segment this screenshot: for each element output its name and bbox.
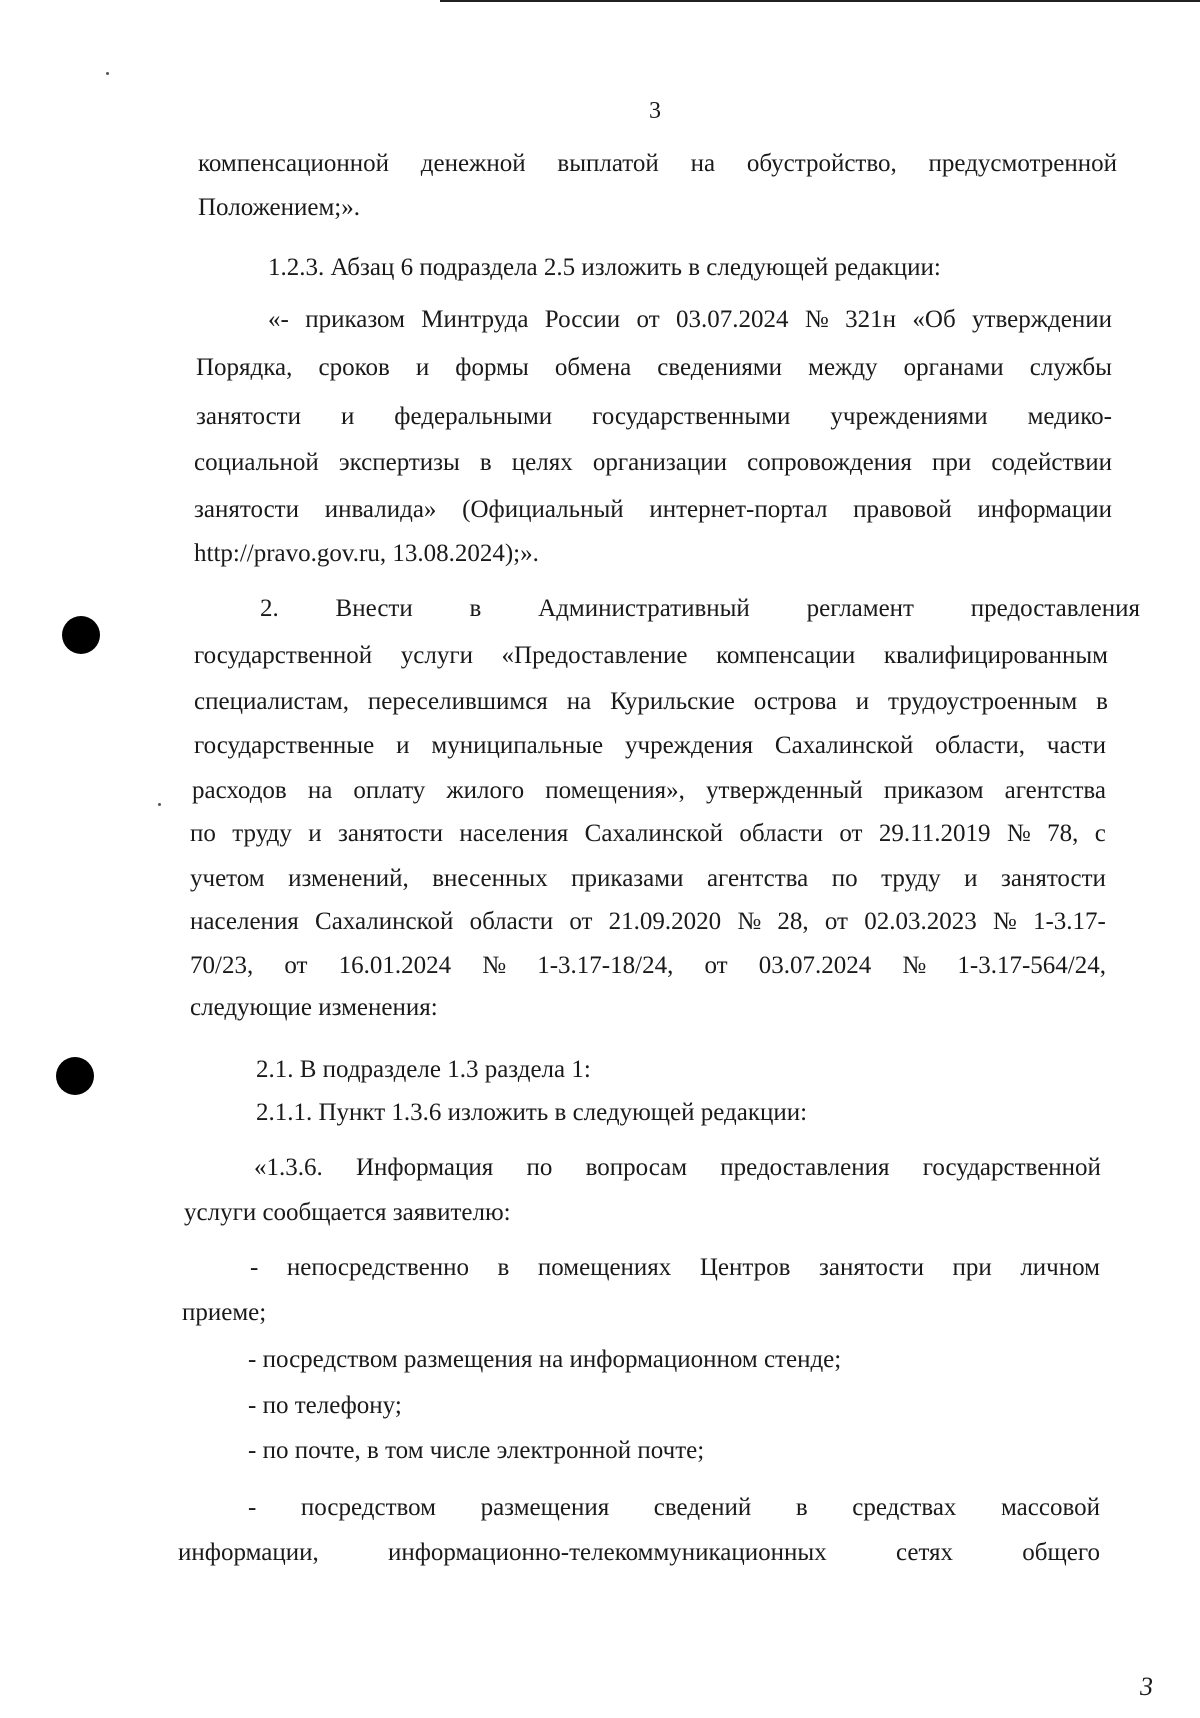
word: государственной xyxy=(922,1154,1101,1181)
word: утвержденный xyxy=(706,777,863,804)
word: органами xyxy=(903,354,1004,381)
word: и xyxy=(396,732,410,759)
word: и xyxy=(340,403,355,430)
text-line-5 xyxy=(196,352,1112,384)
word: с xyxy=(1094,820,1106,847)
text-line-8 xyxy=(194,494,1112,526)
word: № xyxy=(902,952,927,979)
word: вопросам xyxy=(585,1154,688,1181)
scan-speck xyxy=(158,803,161,806)
word: компенсационной xyxy=(198,150,389,177)
word: Минтруда xyxy=(421,306,529,333)
word: России xyxy=(544,306,621,333)
word: Сахалинской xyxy=(774,732,914,759)
word: 1-3.17- xyxy=(1032,908,1106,935)
word: 28, xyxy=(777,908,809,935)
word: «1.3.6. xyxy=(254,1154,323,1181)
word: информации, xyxy=(178,1539,319,1566)
word: - xyxy=(250,1254,259,1281)
word: 70/23, xyxy=(190,952,254,979)
word: государственной xyxy=(194,642,373,669)
word: денежной xyxy=(420,150,526,177)
text-line-30 xyxy=(178,1537,1100,1569)
word: медико- xyxy=(1027,403,1112,430)
word: «Предоставление xyxy=(501,642,688,669)
word: Внести xyxy=(335,595,413,622)
word: квалифицированным xyxy=(883,642,1108,669)
word: Порядка, xyxy=(196,354,293,381)
word: 1-3.17-564/24, xyxy=(957,952,1106,979)
word: № xyxy=(482,952,507,979)
word: в xyxy=(497,1254,510,1281)
top-edge-line xyxy=(440,0,1200,2)
word: приказами xyxy=(571,865,684,892)
word: трудоустроенным xyxy=(888,688,1078,715)
text-line-24 xyxy=(250,1252,1100,1284)
word: по xyxy=(526,1154,553,1181)
word: социальной xyxy=(194,449,319,476)
text-line-1 xyxy=(198,148,1117,180)
word: населения xyxy=(459,820,569,847)
punch-hole-upper xyxy=(62,616,100,654)
word: занятости xyxy=(196,403,301,430)
word: помещения», xyxy=(545,777,685,804)
text-line-28: - по почте, в том числе электронной почте; xyxy=(248,1437,705,1464)
word: острова xyxy=(753,688,837,715)
punch-hole-lower xyxy=(56,1057,94,1095)
word: внесенных xyxy=(432,865,548,892)
word: части xyxy=(1046,732,1106,759)
word: (Официальный xyxy=(462,496,624,523)
word: на xyxy=(307,777,333,804)
word: от xyxy=(569,908,593,935)
word: личном xyxy=(1020,1254,1100,1281)
text-line-2: Положением;». xyxy=(198,194,360,221)
word: занятости xyxy=(338,820,444,847)
word: расходов xyxy=(192,777,287,804)
word: жилого xyxy=(446,777,525,804)
word: общего xyxy=(1022,1539,1100,1566)
scan-speck xyxy=(106,72,109,75)
word: предусмотренной xyxy=(928,150,1117,177)
word: от xyxy=(284,952,308,979)
word: от xyxy=(636,306,660,333)
word: 78, xyxy=(1047,820,1079,847)
word: занятости xyxy=(1000,865,1106,892)
word: изменений, xyxy=(288,865,409,892)
word: учреждения xyxy=(625,732,754,759)
word: учреждениями xyxy=(830,403,988,430)
word: 03.07.2024 xyxy=(758,952,872,979)
word: - xyxy=(248,1494,257,1521)
word: федеральными xyxy=(394,403,553,430)
word: 29.11.2019 xyxy=(878,820,991,847)
word: труду xyxy=(881,865,941,892)
page-number: 3 xyxy=(649,98,661,124)
word: посредством xyxy=(300,1494,436,1521)
text-line-22 xyxy=(254,1152,1101,1184)
word: правовой xyxy=(853,496,952,523)
word: инвалида» xyxy=(324,496,437,523)
word: массовой xyxy=(1001,1494,1100,1521)
text-line-17 xyxy=(190,906,1106,938)
word: Центров xyxy=(699,1254,791,1281)
word: выплатой xyxy=(557,150,659,177)
word: № xyxy=(1006,820,1031,847)
word: и xyxy=(855,688,870,715)
word: в xyxy=(469,595,482,622)
word: занятости xyxy=(194,496,299,523)
word: № xyxy=(804,306,829,333)
word: между xyxy=(808,354,878,381)
text-line-4 xyxy=(268,304,1112,336)
text-line-3: 1.2.3. Абзац 6 подраздела 2.5 изложить в следующей редакции: xyxy=(268,254,941,281)
word: при xyxy=(952,1254,992,1281)
word: 21.09.2020 xyxy=(608,908,722,935)
text-line-11 xyxy=(194,640,1108,672)
text-line-20: 2.1. В подразделе 1.3 раздела 1: xyxy=(256,1056,591,1083)
word: 2. xyxy=(260,595,279,622)
text-line-13 xyxy=(194,730,1106,762)
word: регламент xyxy=(806,595,914,622)
word: утверждении xyxy=(972,306,1112,333)
word: предоставления xyxy=(720,1154,890,1181)
text-line-27: - по телефону; xyxy=(248,1392,402,1419)
word: государственные xyxy=(194,732,375,759)
word: 02.03.2023 xyxy=(864,908,977,935)
word: 16.01.2024 xyxy=(338,952,452,979)
word: 03.07.2024 xyxy=(676,306,789,333)
word: переселившимся xyxy=(367,688,548,715)
word: службы xyxy=(1029,354,1112,381)
word: в xyxy=(795,1494,808,1521)
word: № xyxy=(737,908,762,935)
word: компенсации xyxy=(716,642,856,669)
word: и xyxy=(964,865,978,892)
word: приказом xyxy=(883,777,984,804)
word: труду xyxy=(232,820,292,847)
word: Сахалинской xyxy=(315,908,454,935)
word: агентства xyxy=(1004,777,1106,804)
word: обмена xyxy=(554,354,632,381)
word: области xyxy=(469,908,554,935)
word: Курильские xyxy=(610,688,735,715)
word: содействии xyxy=(991,449,1112,476)
word: предоставления xyxy=(970,595,1140,622)
word: целях xyxy=(511,449,573,476)
word: обустройство, xyxy=(746,150,897,177)
text-line-23: услуги сообщается заявителю: xyxy=(184,1199,511,1226)
word: по xyxy=(831,865,858,892)
text-line-19: следующие изменения: xyxy=(190,994,438,1021)
text-line-14 xyxy=(192,775,1106,807)
word: занятости xyxy=(818,1254,924,1281)
word: и xyxy=(415,354,430,381)
text-line-7 xyxy=(194,447,1112,479)
word: формы xyxy=(455,354,529,381)
word: помещениях xyxy=(537,1254,672,1281)
text-line-21: 2.1.1. Пункт 1.3.6 изложить в следующей редакции: xyxy=(256,1099,808,1126)
word: сведениями xyxy=(657,354,783,381)
word: государственными xyxy=(592,403,791,430)
text-line-18 xyxy=(190,950,1106,982)
text-line-25: приеме; xyxy=(182,1299,267,1326)
word: агентства xyxy=(706,865,809,892)
word: и xyxy=(308,820,322,847)
word: оплату xyxy=(353,777,426,804)
word: сведений xyxy=(653,1494,752,1521)
word: учетом xyxy=(190,865,265,892)
word: информации xyxy=(977,496,1112,523)
word: 1-3.17-18/24, xyxy=(537,952,674,979)
word: услуги xyxy=(400,642,473,669)
text-line-9: http://pravo.gov.ru, 13.08.2024);». xyxy=(194,540,539,567)
word: сетях xyxy=(895,1539,954,1566)
word: в xyxy=(1096,688,1108,715)
word: интернет-портал xyxy=(649,496,828,523)
word: населения xyxy=(190,908,299,935)
word: по xyxy=(190,820,216,847)
word: от xyxy=(839,820,863,847)
word: на xyxy=(690,150,716,177)
text-line-29 xyxy=(248,1492,1100,1524)
word: Административный xyxy=(538,595,750,622)
word: сопровождения xyxy=(747,449,912,476)
text-line-12 xyxy=(194,686,1108,718)
text-line-16 xyxy=(190,863,1106,895)
word: информационно-телекоммуникационных xyxy=(387,1539,827,1566)
word: Информация xyxy=(355,1154,494,1181)
word: от xyxy=(704,952,728,979)
word: области, xyxy=(935,732,1025,759)
word: муниципальные xyxy=(431,732,604,759)
word: приказом xyxy=(305,306,405,333)
text-line-6 xyxy=(196,401,1112,433)
word: размещения xyxy=(480,1494,610,1521)
word: средствах xyxy=(852,1494,957,1521)
word: специалистам, xyxy=(194,688,349,715)
text-line-15 xyxy=(190,818,1106,850)
word: № xyxy=(992,908,1017,935)
text-line-10 xyxy=(260,593,1140,625)
word: сроков xyxy=(318,354,390,381)
word: организации xyxy=(592,449,728,476)
word: 321н xyxy=(845,306,897,333)
word: «Об xyxy=(912,306,956,333)
word: на xyxy=(566,688,592,715)
word: непосредственно xyxy=(286,1254,469,1281)
text-line-26: - посредством размещения на информационном стенде; xyxy=(248,1346,842,1373)
word: области xyxy=(739,820,823,847)
word: в xyxy=(479,449,492,476)
handwritten-page-mark: 3 xyxy=(1140,1672,1153,1701)
word: «- xyxy=(268,306,289,333)
word: от xyxy=(824,908,848,935)
word: при xyxy=(932,449,972,476)
word: Сахалинской xyxy=(584,820,723,847)
word: экспертизы xyxy=(338,449,460,476)
